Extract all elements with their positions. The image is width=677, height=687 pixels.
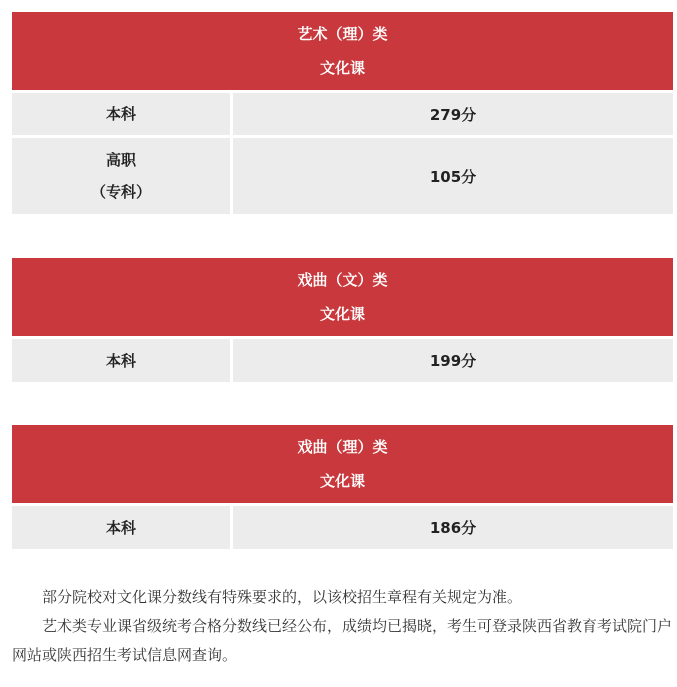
score-cell <box>233 506 673 549</box>
level-sublabel: （专科） <box>90 183 151 201</box>
level-cell <box>12 93 233 135</box>
level-cell <box>12 506 233 549</box>
notes-section <box>12 583 672 670</box>
level-label: 高职 <box>105 151 136 169</box>
table-row <box>12 135 673 214</box>
level-cell <box>12 138 233 214</box>
score-value: 199分 <box>429 352 477 370</box>
score-table-opera-arts <box>12 258 673 382</box>
score-cell <box>233 138 673 214</box>
score-cell <box>233 93 673 135</box>
level-label: 本科 <box>105 105 136 123</box>
score-cell <box>233 339 673 382</box>
score-value: 279分 <box>429 105 477 124</box>
note-paragraph: 部分院校对文化课分数线有特殊要求的，以该校招生章程有关规定为准。 <box>42 588 523 606</box>
table-subject-title: 文化课 <box>319 59 365 77</box>
score-table-art-science <box>12 12 673 214</box>
score-value: 105分 <box>429 167 477 186</box>
table-row <box>12 90 673 135</box>
level-label: 本科 <box>105 518 136 537</box>
table-header <box>12 12 673 90</box>
score-value: 186分 <box>429 519 477 537</box>
table-category-title: 戏曲（理）类 <box>297 438 388 456</box>
note-paragraph: 艺术类专业课省级统考合格分数线已经公布，成绩均已揭晓，考生可登录陕西省教育考试院门户网站或陕西招生考试信息网查询。 <box>12 617 673 664</box>
table-header <box>12 425 673 503</box>
table-subject-title: 文化课 <box>319 305 365 323</box>
table-subject-title: 文化课 <box>319 472 365 490</box>
level-label: 本科 <box>105 351 136 370</box>
table-category-title: 艺术（理）类 <box>297 25 388 43</box>
table-header <box>12 258 673 336</box>
table-row <box>12 503 673 549</box>
table-row <box>12 336 673 382</box>
score-table-opera-science <box>12 425 673 549</box>
table-category-title: 戏曲（文）类 <box>297 271 388 289</box>
level-cell <box>12 339 233 382</box>
